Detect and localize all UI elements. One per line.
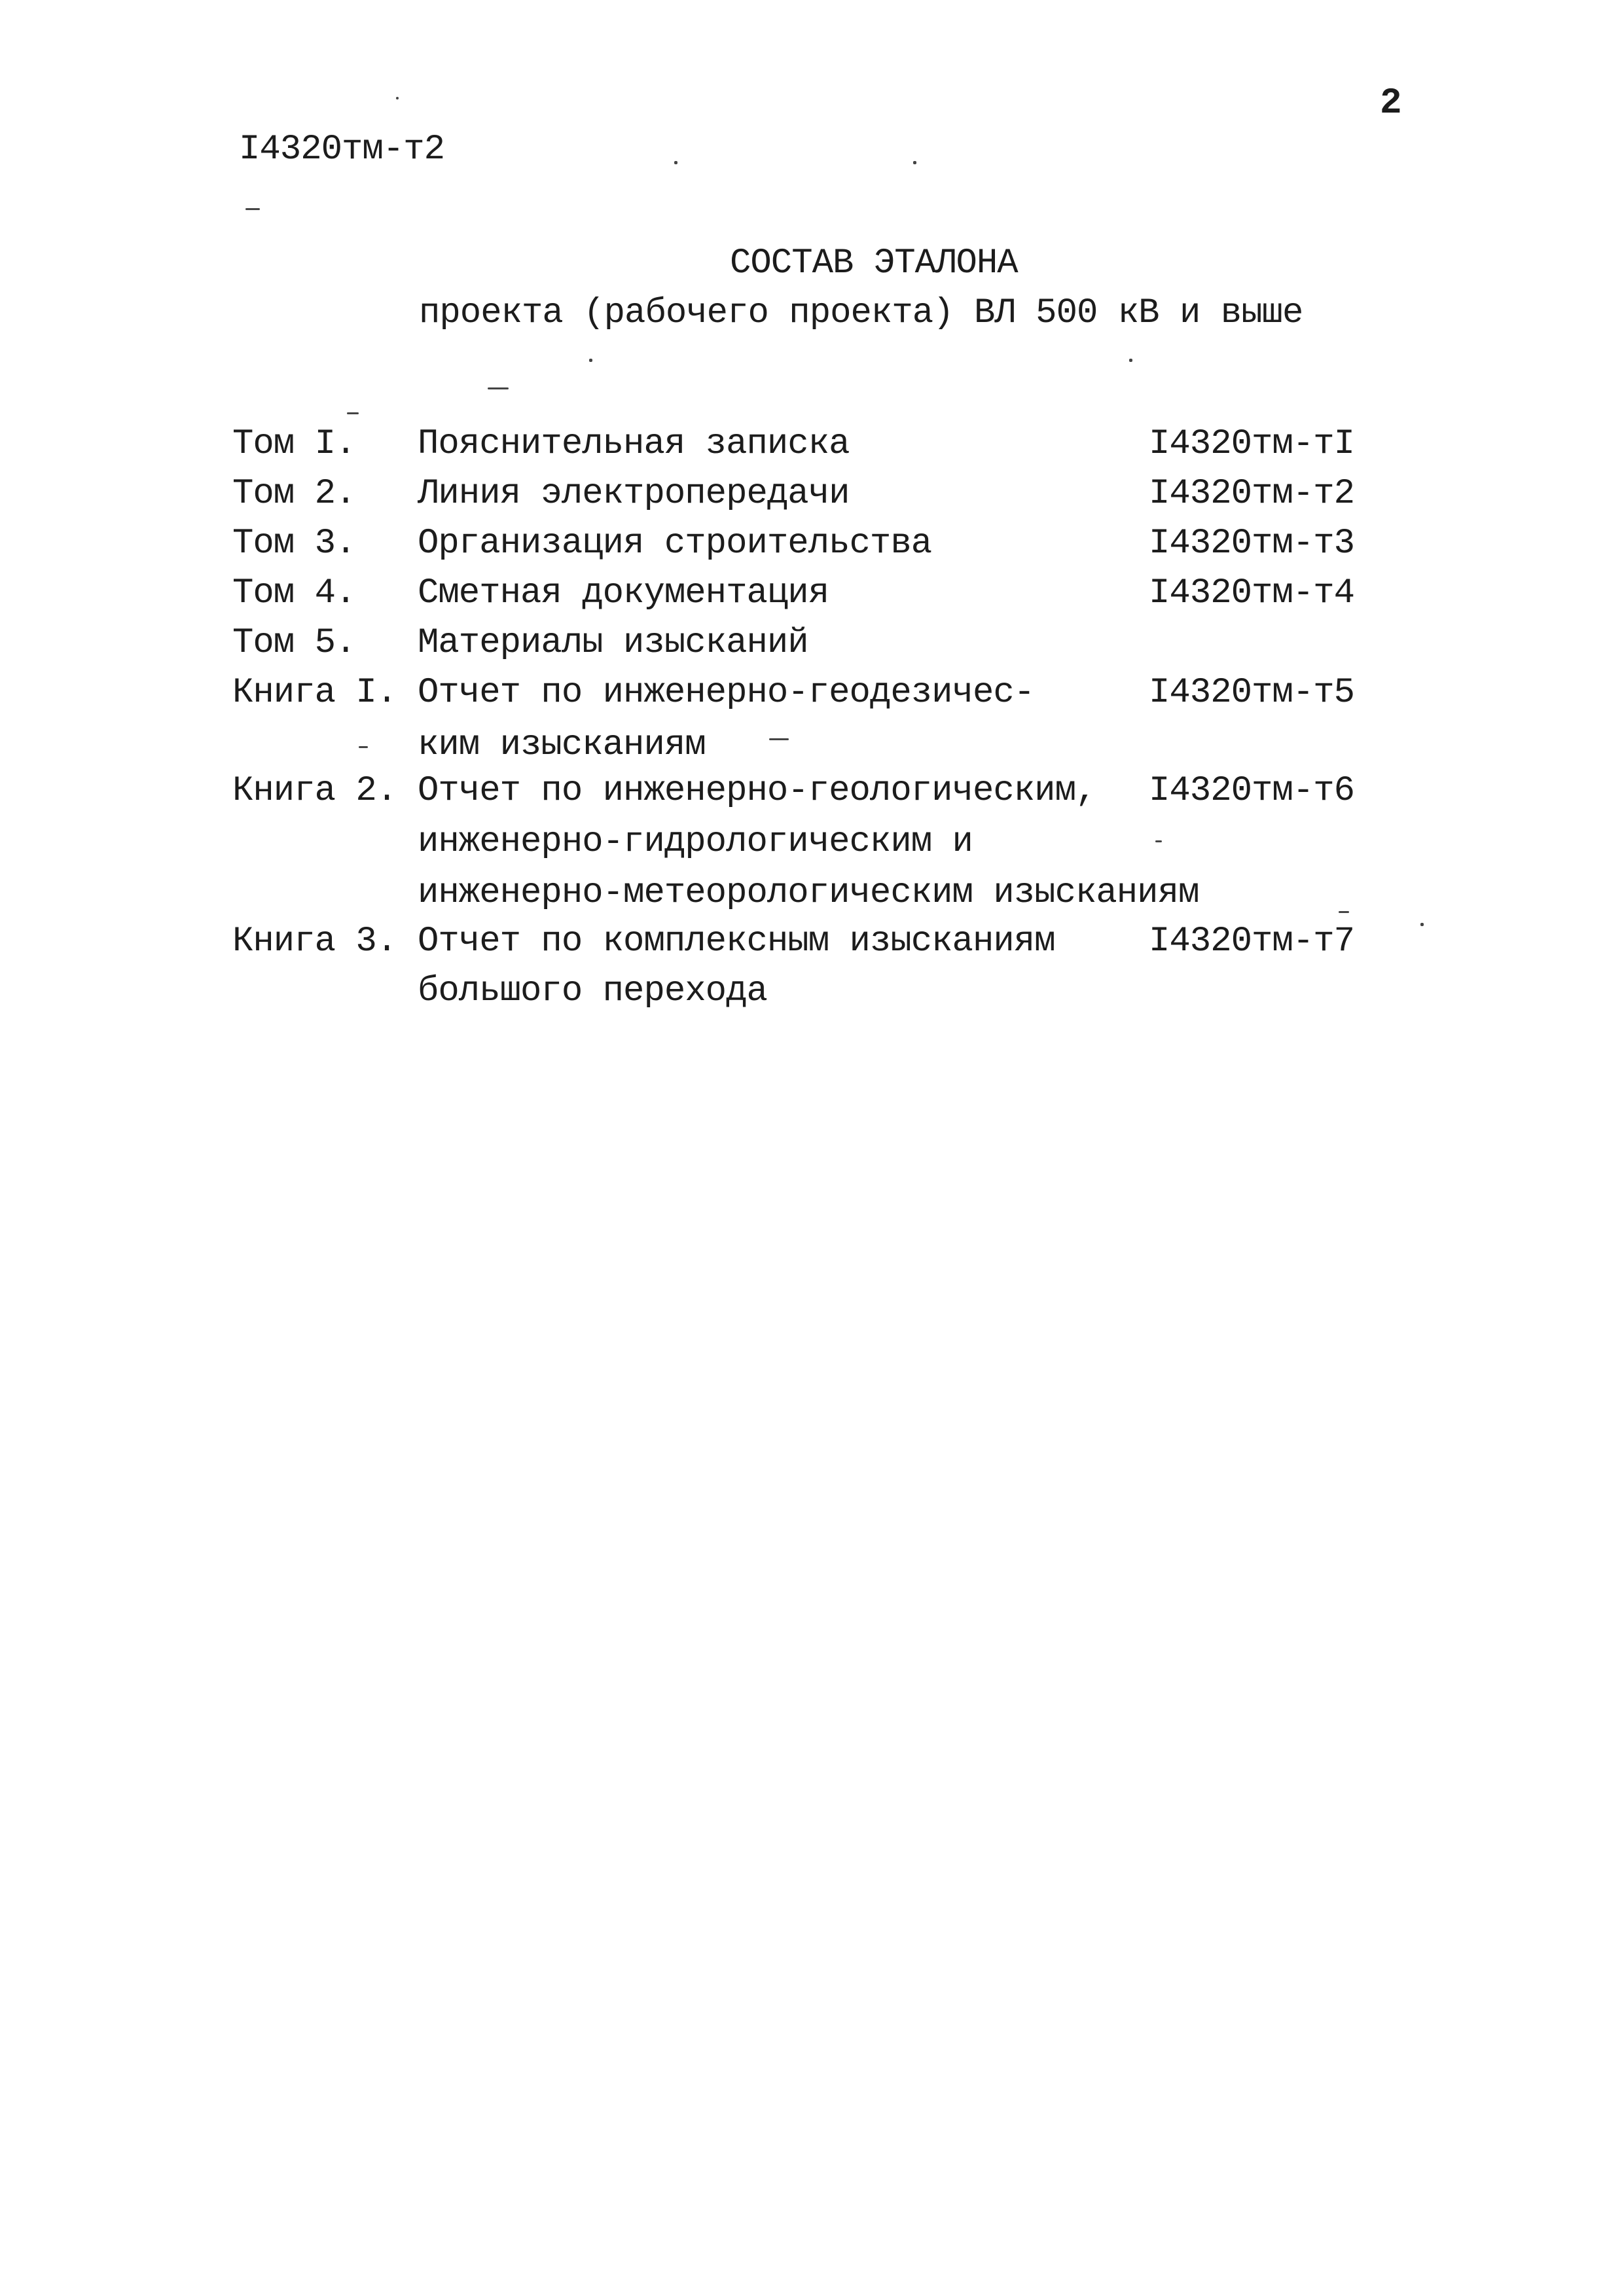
scan-speck — [359, 746, 368, 748]
scan-speck — [1420, 923, 1424, 926]
entry-text: Материалы изысканий — [418, 623, 808, 663]
entry-label: Книга I. — [232, 673, 397, 713]
entry-code: I4320тм-тI — [1149, 424, 1355, 464]
entry-label: Книга 3. — [232, 922, 397, 961]
entry-text: инженерно-гидрологическим и — [418, 822, 973, 862]
entry-text: Организация строительства — [418, 524, 932, 564]
entry-code: I4320тм-т6 — [1149, 771, 1355, 811]
entry-label: Том I. — [232, 424, 356, 464]
document-subtitle: проекта (рабочего проекта) ВЛ 500 кВ и выше — [419, 293, 1303, 333]
entry-text: инженерно-метеорологическим изысканиям — [418, 873, 1199, 913]
scan-speck — [488, 387, 509, 389]
scan-speck — [1339, 911, 1349, 913]
entry-code: I4320тм-т2 — [1149, 474, 1355, 514]
document-code: I4320тм-т2 — [239, 130, 445, 170]
entry-label: Том 2. — [232, 474, 356, 514]
entry-text: большого перехода — [418, 971, 767, 1011]
scan-speck — [396, 97, 399, 99]
entry-code: I4320тм-т4 — [1149, 573, 1355, 613]
entry-text: Отчет по инженерно-геодезичес- — [418, 673, 1035, 713]
scan-speck — [1129, 359, 1132, 362]
scan-speck — [674, 161, 677, 164]
entry-label: Том 5. — [232, 623, 356, 663]
entry-text: Линия электропередачи — [418, 474, 850, 514]
entry-label: Книга 2. — [232, 771, 397, 811]
entry-text: Отчет по комплексным изысканиям — [418, 922, 1055, 961]
page-number: 2 — [1380, 82, 1402, 124]
scan-speck — [1155, 840, 1162, 842]
entry-label: Том 3. — [232, 524, 356, 564]
entry-text: Отчет по инженерно-геологическим, — [418, 771, 1096, 811]
scan-speck — [769, 738, 789, 740]
entry-label: Том 4. — [232, 573, 356, 613]
entry-text: ким изысканиям — [418, 725, 706, 765]
entry-code: I4320тм-т3 — [1149, 524, 1355, 564]
scan-speck — [347, 412, 359, 414]
scan-speck — [245, 208, 260, 210]
entry-text: Сметная документация — [418, 573, 829, 613]
entry-code: I4320тм-т5 — [1149, 673, 1355, 713]
entry-code: I4320тм-т7 — [1149, 922, 1355, 961]
entry-text: Пояснительная записка — [418, 424, 850, 464]
scan-speck — [913, 161, 916, 164]
scan-speck — [589, 359, 592, 362]
document-title: СОСТАВ ЭТАЛОНА — [730, 243, 1018, 283]
